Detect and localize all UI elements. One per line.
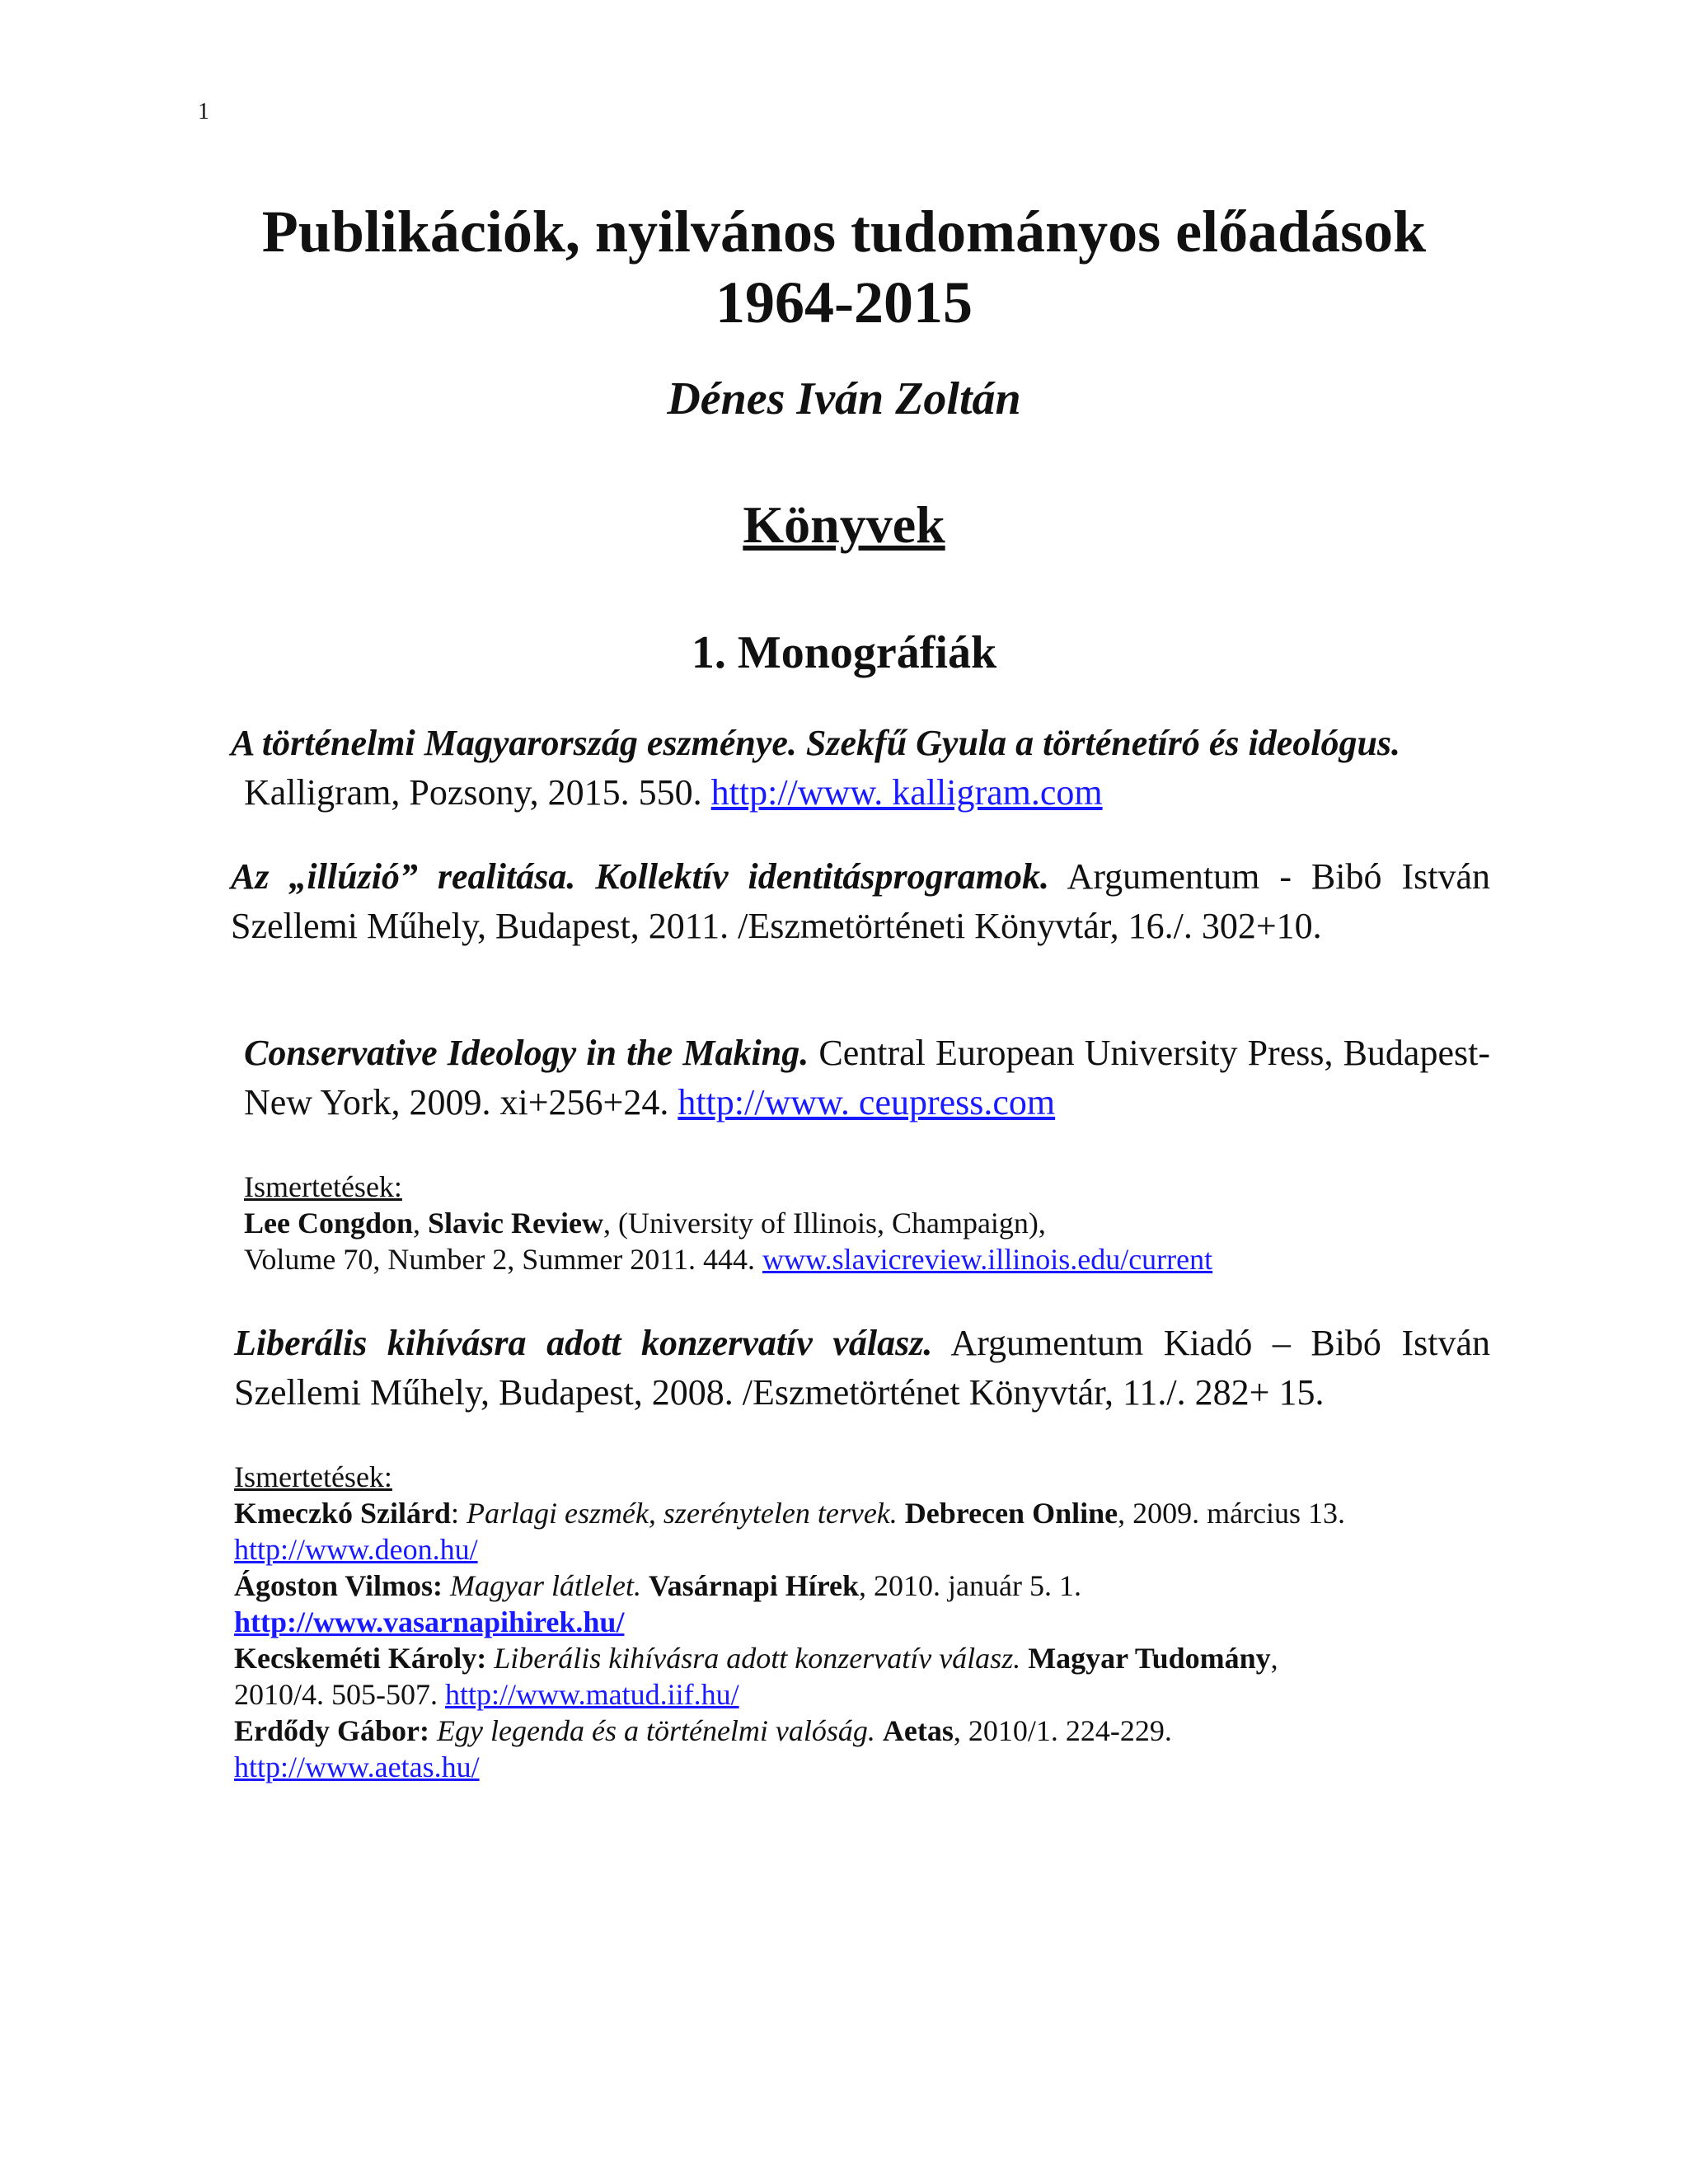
book-link[interactable]: http://www. ceupress.com [678, 1082, 1056, 1122]
review-author: Kmeczkó Szilárd [234, 1497, 451, 1530]
review-separator: , [413, 1207, 429, 1240]
review-details: Volume 70, Number 2, Summer 2011. 444. [244, 1243, 762, 1276]
section-heading: Könyvek [743, 495, 945, 554]
title-line-1: Publikációk, nyilvános tudományos előadások [261, 199, 1427, 265]
review-author: Erdődy Gábor: [234, 1714, 430, 1747]
review-author: Kecskeméti Károly: [234, 1642, 487, 1675]
review-link[interactable]: http://www.vasarnapihirek.hu/ [234, 1605, 625, 1638]
review-link[interactable]: http://www.deon.hu/ [234, 1533, 478, 1566]
review-details: , 2009. március 13. [1118, 1497, 1346, 1530]
review-label: Ismertetések: [234, 1460, 392, 1493]
review-link[interactable]: http://www.matud.iif.hu/ [445, 1678, 739, 1711]
review-journal: Vasárnapi Hírek [648, 1569, 860, 1602]
review-journal: Aetas [882, 1714, 954, 1747]
review-work: Parlagi eszmék, szerénytelen tervek. [466, 1497, 898, 1530]
review-details: 2010/4. 505-507. [234, 1678, 445, 1711]
book-entry [231, 852, 1490, 951]
title-line-2: 1964-2015 [715, 269, 973, 335]
book-title: Liberális kihívásra adott konzervatív válasz. [234, 1323, 933, 1363]
page-title [0, 196, 1688, 338]
review-separator: : [450, 1497, 467, 1530]
author: Dénes Iván Zoltán [667, 373, 1021, 424]
book-details: Central European University Press, Budapest-New York, 2009. xi+256+24. [244, 1033, 1490, 1122]
review-details: , [1270, 1642, 1278, 1675]
book-details: Argumentum Kiadó – Bibó István Szellemi Műhely, Budapest, 2008. /Eszmetörténet Könyvtár, 11./. 282+ 15. [234, 1323, 1490, 1413]
review-details: , 2010. január 5. 1. [859, 1569, 1081, 1602]
review-details: , (University of Illinois, Champaign), [603, 1207, 1046, 1240]
review-work: Magyar látlelet. [450, 1569, 641, 1602]
book-title: A történelmi Magyarország eszménye. Szekfű Gyula a történetíró és ideológus. [231, 723, 1401, 763]
review-item [234, 1495, 1490, 1568]
review-link[interactable]: www.slavicreview.illinois.edu/current [762, 1243, 1213, 1276]
review-journal: Magyar Tudomány [1028, 1642, 1271, 1675]
review-journal: Debrecen Online [904, 1497, 1118, 1530]
subsection-heading: 1. Monográfiák [691, 627, 997, 678]
review-block [234, 1459, 1490, 1785]
book-details: Argumentum - Bibó István Szellemi Műhely, Budapest, 2011. /Eszmetörténeti Könyvtár, 16./. 302+10. [231, 856, 1490, 946]
review-item [234, 1568, 1490, 1640]
review-details: , 2010/1. 224-229. [953, 1714, 1172, 1747]
book-link[interactable]: http://www. kalligram.com [710, 772, 1103, 813]
book-entry [234, 1319, 1490, 1418]
review-author: Ágoston Vilmos: [234, 1569, 443, 1602]
review-link[interactable]: http://www.aetas.hu/ [234, 1750, 480, 1783]
review-item [234, 1713, 1490, 1785]
review-block [244, 1169, 1490, 1277]
book-title: Conservative Ideology in the Making. [244, 1033, 809, 1073]
review-work: Liberális kihívásra adott konzervatív válasz. [494, 1642, 1021, 1675]
book-details: Kalligram, Pozsony, 2015. 550. [244, 772, 711, 813]
page-number: 1 [198, 99, 209, 124]
book-entry [231, 719, 1490, 818]
review-author: Lee Congdon [244, 1207, 414, 1240]
book-title: Az „illúzió” realitása. Kollektív identitásprogramok. [231, 856, 1050, 897]
review-item [234, 1640, 1490, 1713]
book-entry [244, 1029, 1490, 1127]
review-work: Egy legenda és a történelmi valóság. [437, 1714, 875, 1747]
review-journal: Slavic Review [428, 1207, 603, 1240]
review-label: Ismertetések: [244, 1170, 402, 1203]
